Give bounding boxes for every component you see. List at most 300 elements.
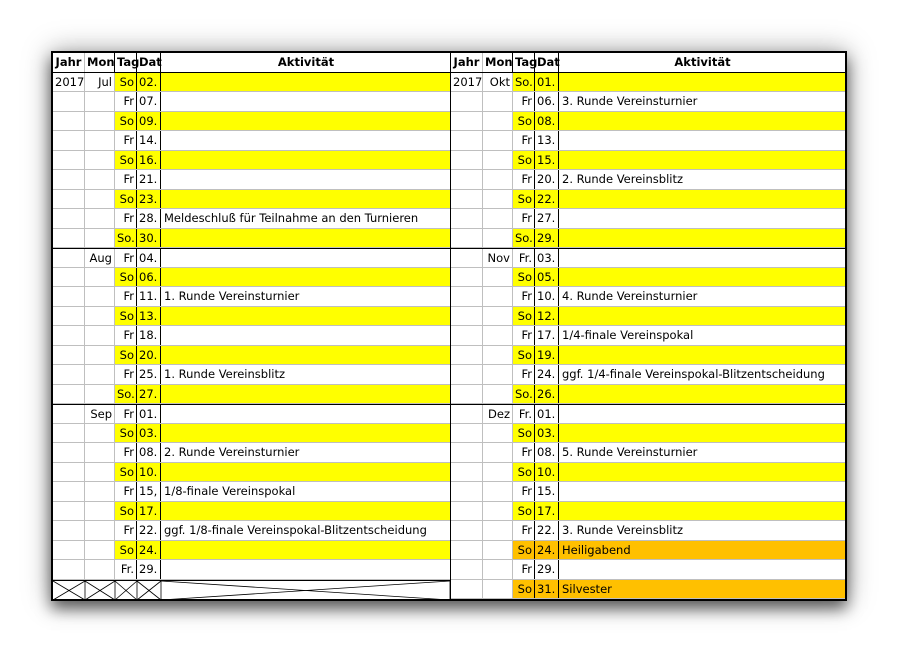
- cell-tag[interactable]: Fr.: [513, 249, 535, 267]
- cell-mon[interactable]: [85, 307, 115, 326]
- cell-dat[interactable]: 08.: [535, 443, 559, 462]
- cell-jahr[interactable]: [451, 287, 483, 306]
- cell-jahr[interactable]: [451, 580, 483, 599]
- cell-dat[interactable]: 14.: [137, 131, 161, 150]
- cell-aktivitaet[interactable]: [161, 326, 450, 345]
- cell-mon[interactable]: [85, 541, 115, 560]
- cell-aktivitaet[interactable]: 2. Runde Vereinsturnier: [164, 445, 300, 460]
- cell-dat[interactable]: 01.: [137, 405, 161, 423]
- table-row: [53, 268, 450, 288]
- cell-jahr[interactable]: [451, 326, 483, 345]
- cell-mon[interactable]: [483, 424, 513, 443]
- cell-aktivitaet[interactable]: [161, 560, 450, 579]
- cell-dat[interactable]: 22.: [535, 521, 559, 540]
- cell-jahr[interactable]: [53, 560, 85, 579]
- cell-mon[interactable]: [85, 268, 115, 287]
- cell-tag[interactable]: Fr: [513, 443, 535, 462]
- cell-tag[interactable]: Fr: [513, 209, 535, 228]
- cell-tag[interactable]: So: [513, 112, 535, 131]
- table-row: [451, 209, 845, 229]
- cell-mon[interactable]: [483, 170, 513, 189]
- cell-jahr[interactable]: [53, 268, 85, 287]
- cell-aktivitaet[interactable]: [559, 346, 845, 365]
- cell-dat[interactable]: 10.: [137, 463, 161, 482]
- cell-jahr[interactable]: [53, 151, 85, 170]
- cell-jahr[interactable]: [53, 209, 85, 228]
- table-row: [451, 170, 845, 190]
- cell-jahr[interactable]: [53, 443, 85, 462]
- cell-mon[interactable]: [85, 443, 115, 462]
- cell-tag[interactable]: Fr: [513, 482, 535, 501]
- cell-aktivitaet[interactable]: [161, 112, 450, 131]
- cell-aktivitaet[interactable]: [559, 482, 845, 501]
- cell-tag[interactable]: Fr: [115, 482, 137, 501]
- cell-jahr[interactable]: [451, 502, 483, 521]
- cell-jahr[interactable]: [53, 112, 85, 131]
- cell-aktivitaet[interactable]: [161, 73, 450, 92]
- cell-tag[interactable]: Fr: [513, 287, 535, 306]
- cell-dat[interactable]: 22.: [535, 190, 559, 209]
- cell-dat[interactable]: 31.: [535, 580, 559, 599]
- cell-mon[interactable]: [85, 151, 115, 170]
- cell-mon[interactable]: [85, 209, 115, 228]
- cell-jahr[interactable]: [53, 326, 85, 345]
- cell-aktivitaet[interactable]: [559, 151, 845, 170]
- cell-jahr[interactable]: [451, 365, 483, 384]
- cell-aktivitaet[interactable]: 1. Runde Vereinsblitz: [164, 367, 286, 382]
- cell-jahr[interactable]: [451, 463, 483, 482]
- cell-dat[interactable]: 01.: [535, 73, 559, 92]
- cell-tag[interactable]: So: [513, 307, 535, 326]
- cell-aktivitaet[interactable]: ggf. 1/8-finale Vereinspokal-Blitzentscheidung: [164, 523, 427, 538]
- cell-aktivitaet[interactable]: [161, 229, 450, 248]
- cell-dat[interactable]: 10.: [535, 287, 559, 306]
- left-table: [53, 53, 451, 599]
- cell-aktivitaet[interactable]: [161, 249, 450, 267]
- cell-aktivitaet[interactable]: 1/8-finale Vereinspokal: [164, 484, 296, 499]
- cell-mon[interactable]: [85, 365, 115, 384]
- cell-tag[interactable]: Fr: [513, 170, 535, 189]
- cell-dat[interactable]: 13.: [137, 307, 161, 326]
- cell-tag[interactable]: So: [115, 463, 137, 482]
- cell-mon[interactable]: [85, 229, 115, 248]
- cell-tag[interactable]: Fr: [115, 443, 137, 462]
- cell-tag[interactable]: Fr: [115, 131, 137, 150]
- cell-aktivitaet[interactable]: 2. Runde Vereinsblitz: [562, 172, 684, 186]
- cell-mon[interactable]: [85, 131, 115, 150]
- crossed-out-row: [53, 580, 450, 600]
- table-row: [53, 346, 450, 366]
- cell-mon[interactable]: Dez: [483, 405, 513, 423]
- cell-mon[interactable]: Okt: [483, 73, 513, 92]
- cell-aktivitaet[interactable]: [161, 541, 450, 560]
- cell-aktivitaet[interactable]: [161, 424, 450, 443]
- cell-mon[interactable]: [483, 521, 513, 540]
- cell-tag[interactable]: So: [513, 268, 535, 287]
- table-row: [451, 73, 845, 93]
- cell-tag[interactable]: So: [115, 541, 137, 560]
- table-row: [53, 131, 450, 151]
- right-table: [451, 53, 845, 599]
- table-row: [53, 560, 450, 580]
- header-aktivitaet: Aktivität: [674, 55, 731, 69]
- cell-dat[interactable]: 03.: [137, 424, 161, 443]
- cell-mon[interactable]: [483, 92, 513, 111]
- cell-jahr[interactable]: [451, 249, 483, 267]
- cell-jahr[interactable]: [53, 405, 85, 423]
- cell-aktivitaet[interactable]: [161, 151, 450, 170]
- cell-tag[interactable]: So.: [513, 385, 535, 404]
- cell-mon[interactable]: Sep: [85, 405, 115, 423]
- cell-dat[interactable]: 06.: [137, 268, 161, 287]
- cell-aktivitaet[interactable]: [161, 131, 450, 150]
- cell-tag[interactable]: So: [115, 151, 137, 170]
- cell-mon[interactable]: Aug: [85, 249, 115, 267]
- cell-dat[interactable]: 21.: [137, 170, 161, 189]
- cell-tag[interactable]: Fr: [115, 209, 137, 228]
- cell-dat[interactable]: 22.: [137, 521, 161, 540]
- cell-jahr[interactable]: [451, 151, 483, 170]
- cell-aktivitaet[interactable]: 5. Runde Vereinsturnier: [562, 445, 698, 460]
- cell-aktivitaet[interactable]: [559, 560, 845, 579]
- cell-aktivitaet[interactable]: 3. Runde Vereinsturnier: [562, 94, 698, 108]
- cell-aktivitaet[interactable]: [559, 405, 845, 423]
- cell-jahr[interactable]: [451, 209, 483, 228]
- cell-tag[interactable]: Fr: [513, 365, 535, 384]
- cell-jahr[interactable]: [451, 307, 483, 326]
- cell-jahr[interactable]: [53, 92, 85, 111]
- cell-aktivitaet[interactable]: Heiligabend: [559, 541, 845, 560]
- cell-tag[interactable]: So: [513, 541, 535, 560]
- cell-dat[interactable]: 30.: [137, 229, 161, 248]
- table-row: [451, 424, 845, 444]
- cell-tag[interactable]: So: [115, 346, 137, 365]
- cell-aktivitaet[interactable]: [161, 170, 450, 189]
- cell-dat[interactable]: 29.: [535, 560, 559, 579]
- cell-tag[interactable]: Fr: [115, 249, 137, 267]
- cell-mon[interactable]: [483, 541, 513, 560]
- cell-dat[interactable]: 17.: [137, 502, 161, 521]
- cell-mon[interactable]: [483, 385, 513, 404]
- cell-mon[interactable]: [483, 560, 513, 579]
- header-jahr: Jahr: [53, 53, 85, 72]
- cell-mon[interactable]: [483, 502, 513, 521]
- cell-aktivitaet[interactable]: [559, 209, 845, 228]
- cell-mon[interactable]: [85, 560, 115, 579]
- cell-tag[interactable]: Fr: [513, 326, 535, 345]
- cell-mon[interactable]: [85, 463, 115, 482]
- cell-jahr[interactable]: [53, 385, 85, 404]
- cell-mon[interactable]: [85, 346, 115, 365]
- cell-tag[interactable]: Fr: [115, 405, 137, 423]
- cell-mon[interactable]: [483, 131, 513, 150]
- cell-mon[interactable]: [85, 112, 115, 131]
- cell-jahr[interactable]: [451, 560, 483, 579]
- cell-dat[interactable]: 20.: [535, 170, 559, 189]
- cell-jahr[interactable]: [53, 482, 85, 501]
- cell-dat[interactable]: 02.: [137, 73, 161, 92]
- header-mon: Mon: [85, 53, 115, 72]
- cell-tag[interactable]: Fr.: [513, 405, 535, 423]
- cell-dat[interactable]: 16.: [137, 151, 161, 170]
- cell-dat[interactable]: 27.: [535, 209, 559, 228]
- cell-mon[interactable]: [483, 346, 513, 365]
- cell-tag[interactable]: Fr: [513, 521, 535, 540]
- cell-tag[interactable]: Fr: [115, 92, 137, 111]
- cell-aktivitaet[interactable]: [559, 502, 845, 521]
- cell-jahr[interactable]: [451, 92, 483, 111]
- table-row: [451, 521, 845, 541]
- cell-dat[interactable]: 01.: [535, 405, 559, 423]
- table-row: [451, 190, 845, 210]
- cell-jahr[interactable]: [53, 502, 85, 521]
- cell-dat[interactable]: 24.: [137, 541, 161, 560]
- cell-aktivitaet[interactable]: [559, 307, 845, 326]
- cell-dat[interactable]: 27.: [137, 385, 161, 404]
- cell-dat[interactable]: 03.: [535, 249, 559, 267]
- header-dat: Dat: [535, 53, 559, 72]
- cell-mon[interactable]: [483, 443, 513, 462]
- cell-mon[interactable]: Nov: [483, 249, 513, 267]
- cell-jahr[interactable]: [53, 424, 85, 443]
- cell-tag[interactable]: So: [513, 346, 535, 365]
- cell-dat[interactable]: 25.: [137, 365, 161, 384]
- table-row: [451, 580, 845, 600]
- cell-dat[interactable]: 19.: [535, 346, 559, 365]
- cell-jahr[interactable]: [53, 541, 85, 560]
- cell-dat[interactable]: 07.: [137, 92, 161, 111]
- table-row: [451, 248, 845, 268]
- table-row: [451, 151, 845, 171]
- cell-dat[interactable]: 04.: [137, 249, 161, 267]
- cell-aktivitaet[interactable]: [161, 92, 450, 111]
- cell-tag[interactable]: Fr: [513, 560, 535, 579]
- cell-jahr[interactable]: [451, 346, 483, 365]
- cell-tag[interactable]: So: [115, 307, 137, 326]
- cell-jahr[interactable]: 2017: [53, 73, 85, 92]
- cell-tag[interactable]: Fr: [115, 365, 137, 384]
- cell-dat[interactable]: 29.: [535, 229, 559, 248]
- table-row: [53, 424, 450, 444]
- cell-aktivitaet[interactable]: [559, 131, 845, 150]
- cell-mon[interactable]: [483, 580, 513, 599]
- cell-aktivitaet[interactable]: [559, 112, 845, 131]
- cell-tag[interactable]: So: [513, 151, 535, 170]
- cell-aktivitaet[interactable]: [161, 385, 450, 404]
- cell-dat[interactable]: 24.: [535, 541, 559, 560]
- cell-dat[interactable]: 29.: [137, 560, 161, 579]
- cell-dat[interactable]: 12.: [535, 307, 559, 326]
- table-row: [451, 404, 845, 424]
- cell-tag[interactable]: Fr: [115, 326, 137, 345]
- cell-aktivitaet[interactable]: 4. Runde Vereinsturnier: [562, 289, 698, 304]
- cell-tag[interactable]: So: [115, 424, 137, 443]
- cell-jahr[interactable]: [451, 521, 483, 540]
- cell-aktivitaet[interactable]: [559, 385, 845, 404]
- cell-aktivitaet[interactable]: [559, 249, 845, 267]
- cell-aktivitaet[interactable]: [559, 229, 845, 248]
- cell-dat[interactable]: 11.: [137, 287, 161, 306]
- cell-aktivitaet[interactable]: [161, 307, 450, 326]
- cell-tag[interactable]: So: [115, 190, 137, 209]
- cell-dat[interactable]: 10.: [535, 463, 559, 482]
- cell-aktivitaet[interactable]: [161, 405, 450, 423]
- cell-jahr[interactable]: [53, 287, 85, 306]
- cell-aktivitaet[interactable]: [559, 190, 845, 209]
- cell-jahr[interactable]: [451, 112, 483, 131]
- cell-dat[interactable]: 24.: [535, 365, 559, 384]
- cell-mon[interactable]: [85, 482, 115, 501]
- table-row: [451, 482, 845, 502]
- cell-tag[interactable]: So: [115, 73, 137, 92]
- cell-mon[interactable]: [483, 229, 513, 248]
- cell-aktivitaet[interactable]: [161, 463, 450, 482]
- cell-tag[interactable]: So.: [115, 229, 137, 248]
- cell-dat[interactable]: 08.: [535, 112, 559, 131]
- cell-jahr[interactable]: [53, 346, 85, 365]
- cell-aktivitaet[interactable]: ggf. 1/4-finale Vereinspokal-Blitzentscheidung: [562, 367, 825, 382]
- cell-aktivitaet[interactable]: [559, 424, 845, 443]
- cell-tag[interactable]: Fr: [513, 131, 535, 150]
- table-row: [451, 229, 845, 249]
- cell-jahr[interactable]: [53, 170, 85, 189]
- cell-jahr[interactable]: [451, 541, 483, 560]
- table-row: [451, 307, 845, 327]
- cell-jahr[interactable]: [451, 443, 483, 462]
- cell-aktivitaet[interactable]: 3. Runde Vereinsblitz: [562, 523, 684, 538]
- header-aktivitaet: Aktivität: [277, 55, 335, 69]
- cell-tag[interactable]: So: [513, 190, 535, 209]
- cell-mon[interactable]: [483, 307, 513, 326]
- table-row: [451, 346, 845, 366]
- cell-dat[interactable]: 17.: [535, 326, 559, 345]
- cell-mon[interactable]: [483, 326, 513, 345]
- cell-aktivitaet[interactable]: Silvester: [559, 580, 845, 599]
- cell-tag[interactable]: So.: [513, 229, 535, 248]
- cell-tag[interactable]: Fr: [115, 287, 137, 306]
- cell-mon[interactable]: [85, 424, 115, 443]
- cell-aktivitaet[interactable]: [161, 268, 450, 287]
- cell-dat[interactable]: 28.: [137, 209, 161, 228]
- cell-mon[interactable]: [483, 151, 513, 170]
- cell-tag[interactable]: So: [115, 268, 137, 287]
- cell-mon[interactable]: [85, 385, 115, 404]
- cell-aktivitaet[interactable]: [161, 502, 450, 521]
- cell-jahr[interactable]: [53, 229, 85, 248]
- cell-mon[interactable]: [483, 112, 513, 131]
- table-row: [53, 209, 450, 229]
- cell-mon[interactable]: [85, 170, 115, 189]
- cell-tag[interactable]: Fr: [115, 521, 137, 540]
- cell-dat[interactable]: 03.: [535, 424, 559, 443]
- cell-dat[interactable]: 15.: [535, 482, 559, 501]
- cell-dat[interactable]: 26.: [535, 385, 559, 404]
- cell-jahr[interactable]: [451, 268, 483, 287]
- cell-tag[interactable]: Fr: [513, 92, 535, 111]
- cell-jahr[interactable]: [53, 190, 85, 209]
- cell-jahr[interactable]: [53, 131, 85, 150]
- cell-mon[interactable]: Jul: [85, 73, 115, 92]
- cell-aktivitaet[interactable]: [161, 346, 450, 365]
- cell-tag[interactable]: So.: [513, 73, 535, 92]
- cell-aktivitaet[interactable]: Meldeschluß für Teilnahme an den Turnieren: [164, 211, 419, 225]
- header-mon: Mon: [483, 53, 513, 72]
- cell-mon[interactable]: [483, 463, 513, 482]
- cell-mon[interactable]: [483, 365, 513, 384]
- cell-aktivitaet[interactable]: 1/4-finale Vereinspokal: [562, 328, 694, 343]
- cell-tag[interactable]: Fr: [115, 170, 137, 189]
- cell-tag[interactable]: So: [513, 502, 535, 521]
- cell-jahr[interactable]: [451, 482, 483, 501]
- cell-dat[interactable]: 17.: [535, 502, 559, 521]
- table-row: [53, 365, 450, 385]
- table-row: [451, 287, 845, 307]
- cell-dat[interactable]: 18.: [137, 326, 161, 345]
- cell-mon[interactable]: [483, 482, 513, 501]
- table-row: [53, 385, 450, 405]
- cell-jahr[interactable]: [451, 405, 483, 423]
- cell-jahr[interactable]: [451, 131, 483, 150]
- cell-tag[interactable]: So: [513, 463, 535, 482]
- cell-tag[interactable]: So.: [115, 385, 137, 404]
- cell-tag[interactable]: So: [115, 502, 137, 521]
- cell-jahr[interactable]: [451, 424, 483, 443]
- cell-dat[interactable]: 15,: [137, 482, 161, 501]
- table-row: [451, 268, 845, 288]
- cell-tag[interactable]: Fr.: [115, 560, 137, 579]
- cell-mon[interactable]: [483, 287, 513, 306]
- cell-jahr[interactable]: [53, 365, 85, 384]
- cell-dat[interactable]: 15.: [535, 151, 559, 170]
- cell-aktivitaet[interactable]: [161, 190, 450, 209]
- cell-dat[interactable]: 08.: [137, 443, 161, 462]
- cell-mon[interactable]: [85, 521, 115, 540]
- cell-mon[interactable]: [85, 92, 115, 111]
- cell-jahr[interactable]: [53, 521, 85, 540]
- cell-aktivitaet[interactable]: [559, 463, 845, 482]
- cell-mon[interactable]: [85, 287, 115, 306]
- cell-jahr[interactable]: [451, 229, 483, 248]
- cell-tag[interactable]: So: [115, 112, 137, 131]
- cell-aktivitaet[interactable]: 1. Runde Vereinsturnier: [164, 289, 300, 304]
- cell-mon[interactable]: [483, 209, 513, 228]
- cell-jahr[interactable]: [451, 190, 483, 209]
- cell-mon[interactable]: [483, 268, 513, 287]
- table-row: [451, 326, 845, 346]
- cell-jahr[interactable]: 2017: [451, 73, 483, 92]
- cell-tag[interactable]: So: [513, 580, 535, 599]
- cell-tag[interactable]: So: [513, 424, 535, 443]
- cell-dat[interactable]: 05.: [535, 268, 559, 287]
- cell-aktivitaet[interactable]: [559, 73, 845, 92]
- cell-mon[interactable]: [85, 190, 115, 209]
- cell-dat[interactable]: 23.: [137, 190, 161, 209]
- cell-jahr[interactable]: [53, 463, 85, 482]
- cell-dat[interactable]: 06.: [535, 92, 559, 111]
- cell-dat[interactable]: 20.: [137, 346, 161, 365]
- cell-dat[interactable]: 13.: [535, 131, 559, 150]
- cell-dat[interactable]: 09.: [137, 112, 161, 131]
- cell-mon[interactable]: [85, 326, 115, 345]
- cell-jahr[interactable]: [53, 249, 85, 267]
- cell-jahr[interactable]: [451, 170, 483, 189]
- cell-mon[interactable]: [483, 190, 513, 209]
- cell-jahr[interactable]: [451, 385, 483, 404]
- cell-mon[interactable]: [85, 502, 115, 521]
- cell-jahr[interactable]: [53, 307, 85, 326]
- cell-aktivitaet[interactable]: [559, 268, 845, 287]
- table-row: [53, 541, 450, 561]
